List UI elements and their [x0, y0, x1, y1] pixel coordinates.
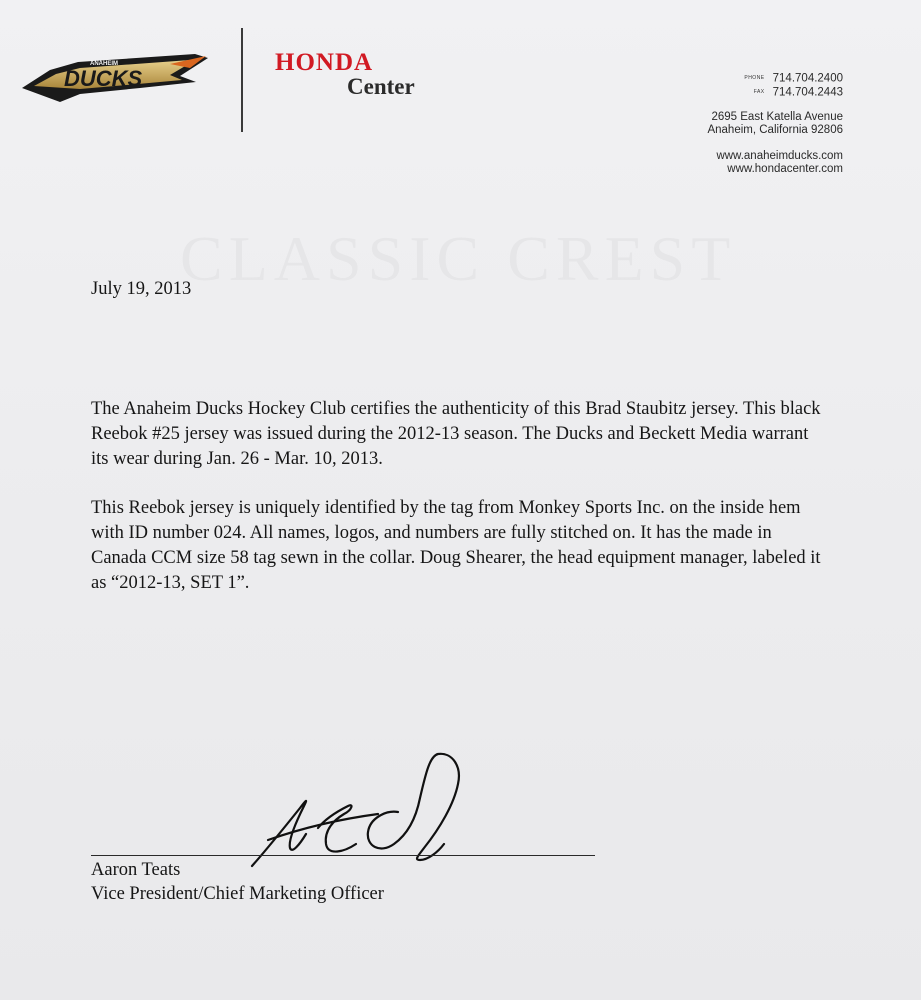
fax-row: [707, 86, 843, 100]
address-line1: 2695 East Katella Avenue: [711, 111, 843, 124]
ducks-logo: [20, 48, 210, 106]
header-divider: [241, 28, 243, 132]
phone-number: 714.704.2400: [772, 72, 843, 85]
website-honda-center: www.hondacenter.com: [727, 163, 843, 176]
watermark: [180, 222, 736, 296]
ducks-logo-top-text: ANAHEIM: [90, 61, 118, 67]
ducks-logo-main-text: DUCKS: [64, 66, 143, 91]
letter-date: July 19, 2013: [91, 279, 192, 299]
signer-title: Vice President/Chief Marketing Officer: [91, 884, 384, 904]
signature-line: [91, 855, 595, 856]
honda-logo-line1: HONDA: [275, 49, 374, 76]
address-line2: Anaheim, California 92806: [707, 124, 843, 137]
signer-name: Aaron Teats: [91, 860, 181, 880]
body-paragraph-2: This Reebok jersey is uniquely identified by the tag from Monkey Sports Inc. on the inside hem with ID number 024. All names, logos, and numbers are fully stitched on. It has the made in Canada CCM size 58 tag sewn in the collar. Doug Shearer, the head equipment manager, labeled it as “2012-13, SET 1”.: [91, 498, 821, 593]
fax-label: FAX: [753, 88, 765, 95]
honda-center-logo: [275, 50, 435, 98]
body-paragraph-1: The Anaheim Ducks Hockey Club certifies the authenticity of this Brad Staubitz jersey. This black Reebok #25 jersey was issued during the 2012-13 season. The Ducks and Beckett Media warrant its wear during Jan. 26 - Mar. 10, 2013.: [91, 399, 821, 469]
phone-label: PHONE: [744, 75, 765, 81]
fax-number: 714.704.2443: [772, 86, 843, 99]
phone-row: [707, 72, 843, 86]
letter-body: [91, 397, 821, 620]
honda-logo-line2: Center: [347, 74, 415, 99]
contact-info: [707, 72, 843, 176]
website-ducks: www.anaheimducks.com: [716, 150, 843, 163]
